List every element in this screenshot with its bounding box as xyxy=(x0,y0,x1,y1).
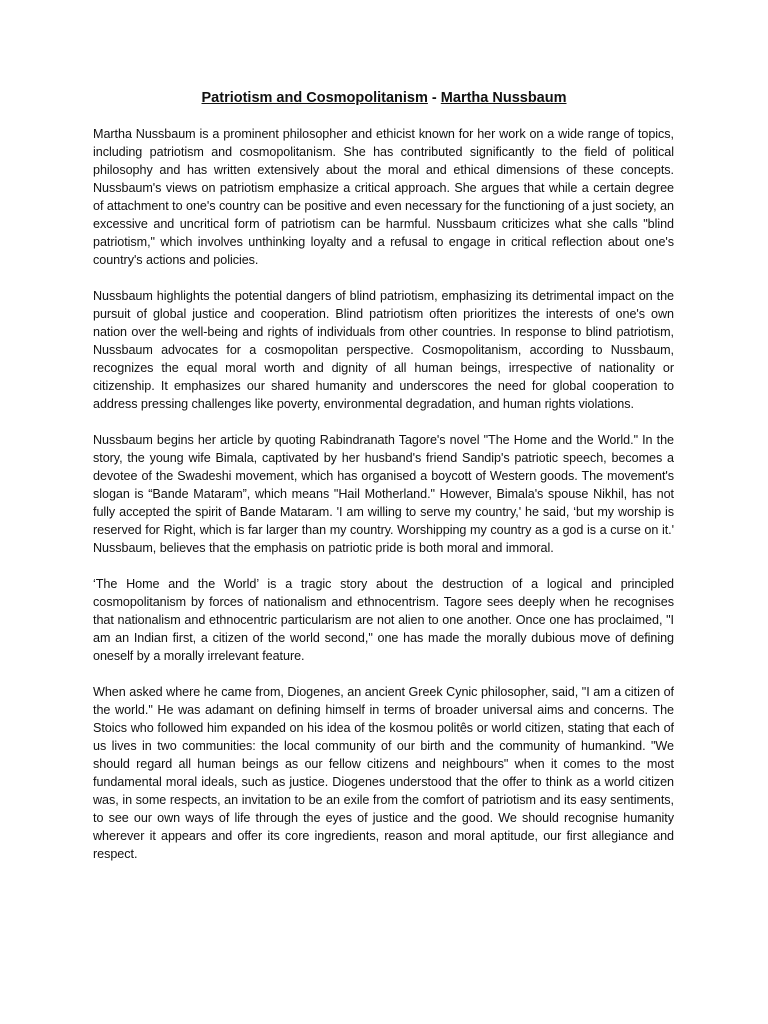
page-title xyxy=(0,89,768,107)
document-body xyxy=(93,125,674,881)
paragraph-blind-patriotism: Nussbaum highlights the potential dangers of blind patriotism, emphasizing its detrimental impact on the pursuit of global justice and cooperation. Blind patriotism often prioritizes the interests of one's own nation over the well-being and rights of individuals from other countries. In response to blind patriotism, Nussbaum advocates for a cosmopolitan perspective. Cosmopolitanism, according to Nussbaum, recognizes the equal moral worth and dignity of all human beings, irrespective of nationality or citizenship. It emphasizes our shared humanity and underscores the need for global cooperation to address pressing challenges like poverty, environmental degradation, and human rights violations. xyxy=(93,289,674,411)
paragraph-tagore: Nussbaum begins her article by quoting Rabindranath Tagore's novel "The Home and the World." In the story, the young wife Bimala, captivated by her husband's friend Sandip's patriotic speech, becomes a devotee of the Swadeshi movement, which has organised a boycott of Western goods. The movement's slogan is “Bande Mataram”, which means "Hail Motherland." However, Bimala's spouse Nikhil, has not fully accepted the spirit of Bande Mataram. 'I am willing to serve my country,' he said, ‘but my worship is reserved for Right, which is far larger than my country. Worshipping my country as a god is a curse on it.' Nussbaum, believes that the emphasis on patriotic pride is both moral and immoral. xyxy=(93,433,674,555)
title-topic: Patriotism and Cosmopolitanism xyxy=(201,90,428,106)
paragraph-diogenes: When asked where he came from, Diogenes, an ancient Greek Cynic philosopher, said, "I am a citizen of the world." He was adamant on defining himself in terms of broader universal aims and concerns. The Stoics who followed him expanded on his idea of the kosmou politês or world citizen, stating that each of us lives in two communities: the local community of our birth and the community of humankind. "We should regard all human beings as our fellow citizens and neighbours" when it comes to the most fundamental moral ideals, such as justice. Diogenes understood that the offer to think as a world citizen was, in some respects, an invitation to be an exile from the comfort of patriotism and its easy sentiments, to see our own ways of life through the eyes of justice and the good. We should recognise humanity wherever it appears and offer its core ingredients, reason and moral aptitude, our first allegiance and respect. xyxy=(93,685,674,861)
paragraph-home-and-world: ‘The Home and the World’ is a tragic story about the destruction of a logical and principled cosmopolitanism by forces of nationalism and ethnocentrism. Tagore sees deeply when he recognises that nationalism and ethnocentric particularism are not alien to one another. Once one has proclaimed, "I am an Indian first, a citizen of the world second," one has made the morally dubious move of defining oneself by a morally irrelevant feature. xyxy=(93,577,674,663)
title-author: Martha Nussbaum xyxy=(440,90,567,106)
paragraph-intro: Martha Nussbaum is a prominent philosopher and ethicist known for her work on a wide range of topics, including patriotism and cosmopolitanism. She has contributed significantly to the field of political philosophy and has written extensively about the moral and ethical dimensions of these concepts. Nussbaum's views on patriotism emphasize a critical approach. She argues that while a certain degree of attachment to one's country can be positive and even necessary for the functioning of a just society, an excessive and uncritical form of patriotism can be harmful. Nussbaum criticizes what she calls "blind patriotism," which involves unthinking loyalty and a refusal to engage in critical reflection about one's country's actions and policies. xyxy=(93,127,674,267)
title-separator: - xyxy=(427,90,441,106)
